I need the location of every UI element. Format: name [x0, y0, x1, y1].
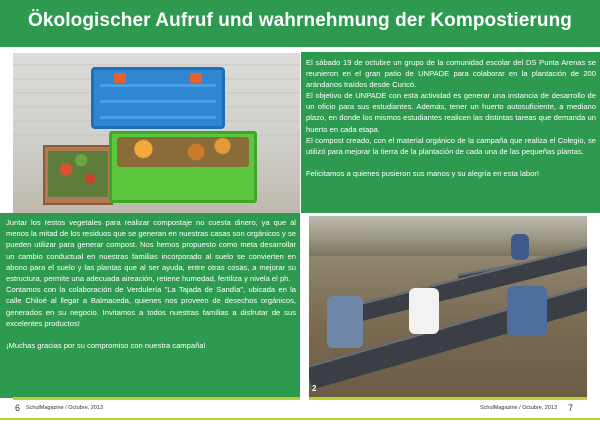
- page-number-left: 6: [15, 403, 21, 413]
- blue-crate: [91, 67, 225, 129]
- planting-photo: [309, 216, 587, 397]
- right-paragraph-2: El objetivo de UNPADE con esta actividad es generar una instancia de desarrollo de un oficio para sus estudiantes. Además, tener un huerto autosuficiente, a mediano plazo, en donde los mismos estudiantes realicen las distintas tareas que demanda un huerto en cada etapa.: [306, 91, 596, 134]
- right-article-text: [306, 57, 596, 179]
- compost-bins-photo: [13, 53, 300, 213]
- vegetable-scraps: [48, 151, 108, 197]
- footer-line-bottom: [0, 418, 600, 420]
- page-number-right: 7: [568, 403, 574, 413]
- person-figure: [507, 286, 547, 336]
- photo-number: 2: [312, 384, 317, 393]
- footer-magazine-right: SchulMagazine / Octubre, 2013: [480, 405, 558, 411]
- right-paragraph-1: El sábado 19 de octubre un grupo de la comunidad escolar del DS Punta Arenas se reunieron en el gran patio de UNPADE para colaborar en la plantación de 200 arándanos traídos desde Curicó.: [306, 58, 596, 90]
- left-paragraph-1: Juntar los restos vegetales para realizar compostaje no cuesta dinero, ya que al menos la mitad de los residuos que se generan en nuestras casas son orgánicos y se pueden utilizar para generar compost. Nos hemos propuesto como meta desarrollar un cambio conductual en nuestras familias incorporado al suelo se convierten en abono para el suelo y las plantas que al ser ayuda, entre otras cosas, a mejorar su estructura, permite una adecuada aireación, retiene humedad, fertiliza y nivela el ph.: [6, 218, 296, 284]
- person-figure: [327, 296, 363, 348]
- footer-line-right: [309, 397, 587, 400]
- page-title: Ökologischer Aufruf und wahrnehmung der Kompostierung: [28, 10, 572, 31]
- left-paragraph-3: ¡Muchas gracias por su compromiso con nuestra campaña!: [6, 341, 206, 351]
- compost-material: [117, 137, 249, 167]
- footer-line-left: [13, 397, 300, 400]
- right-paragraph-3: El compost creado, con el material orgánico de la campaña que realiza el Colegio, se utilizó para mejorar la tierra de la plantación de cada una de las pequeñas plantas.: [306, 135, 596, 156]
- left-article-text: [6, 217, 296, 351]
- person-figure: [409, 288, 439, 334]
- right-paragraph-4: Felicitamos a quienes pusieron sus manos y su alegría en esta labor!: [306, 168, 539, 178]
- left-paragraph-2: Contamos con la colaboración de Verdulería "La Tajada de Sandía", ubicada en la calle Chiloé al llegar a Balmaceda, quienes nos proveen de desechos orgánicos, generados en su negocio. Invitamos a todos nuestras familias a disfrutar de sus excelentes productos!: [6, 285, 296, 328]
- footer-magazine-left: SchulMagazine / Octubre, 2013: [26, 405, 104, 411]
- background-trees: [309, 216, 587, 256]
- person-figure: [511, 234, 529, 260]
